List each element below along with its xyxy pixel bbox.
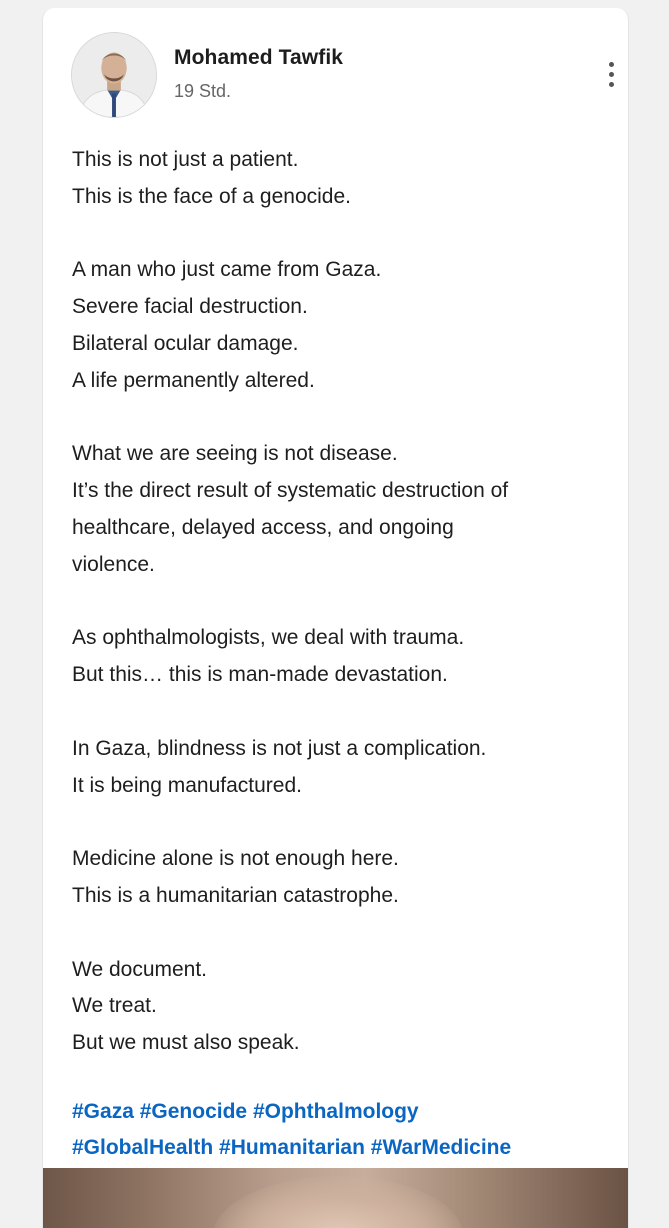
post-paragraph [72, 436, 612, 583]
post-timestamp: 19 Std. [174, 81, 232, 101]
post-line: But we must also speak. [72, 1031, 300, 1055]
post-image[interactable] [43, 1168, 628, 1228]
post-header [71, 32, 628, 122]
post-line: What we are seeing is not disease. [72, 442, 398, 466]
post-line: This is not just a patient. [72, 148, 299, 171]
more-vertical-icon [609, 62, 614, 67]
hashtag-link[interactable]: #Genocide [139, 1100, 248, 1123]
post-paragraph [72, 252, 612, 399]
more-options-button[interactable] [593, 54, 629, 94]
author-name[interactable]: Mohamed Tawfik [174, 46, 344, 69]
post-line: violence. [72, 552, 155, 576]
hashtag-row [72, 1094, 617, 1130]
post-line: This is a humanitarian catastrophe. [72, 883, 399, 907]
avatar-photo [72, 33, 156, 117]
post-line: But this… this is man-made devastation. [72, 663, 448, 687]
post-line: A man who just came from Gaza. [72, 258, 382, 282]
more-vertical-icon-dot [609, 72, 614, 77]
post-line: A life permanently altered. [72, 368, 315, 392]
author-avatar[interactable] [71, 32, 157, 118]
post-paragraph [72, 731, 612, 805]
post-line: healthcare, delayed access, and ongoing [72, 515, 454, 539]
post-line: It’s the direct result of systematic destruction of [72, 479, 509, 503]
hashtag-link[interactable]: #Ophthalmology [252, 1100, 419, 1123]
hashtag-list [72, 1094, 617, 1166]
post-card [42, 8, 629, 1228]
post-line: As ophthalmologists, we deal with trauma. [72, 626, 465, 650]
hashtag-row [72, 1130, 617, 1166]
post-paragraph [72, 841, 612, 915]
hashtag-link[interactable]: #WarMedicine [370, 1136, 512, 1159]
post-body [72, 142, 612, 1099]
post-paragraph [72, 952, 612, 1062]
post-line: We document. [72, 957, 208, 981]
post-line: Severe facial destruction. [72, 295, 308, 319]
hashtag-link[interactable]: #Gaza [72, 1100, 134, 1123]
post-line: In Gaza, blindness is not just a complication. [72, 736, 487, 760]
hashtag-link[interactable]: #Humanitarian [219, 1136, 365, 1159]
post-line: This is the face of a genocide. [72, 184, 351, 208]
post-line: It is being manufactured. [72, 773, 302, 797]
hashtag-link[interactable]: #GlobalHealth [72, 1136, 214, 1159]
more-vertical-icon-dot [609, 82, 614, 87]
post-line: Bilateral ocular damage. [72, 331, 299, 355]
post-paragraph [72, 142, 612, 216]
post-line: We treat. [72, 994, 157, 1018]
post-line: Medicine alone is not enough here. [72, 847, 399, 871]
post-paragraph [72, 620, 612, 694]
